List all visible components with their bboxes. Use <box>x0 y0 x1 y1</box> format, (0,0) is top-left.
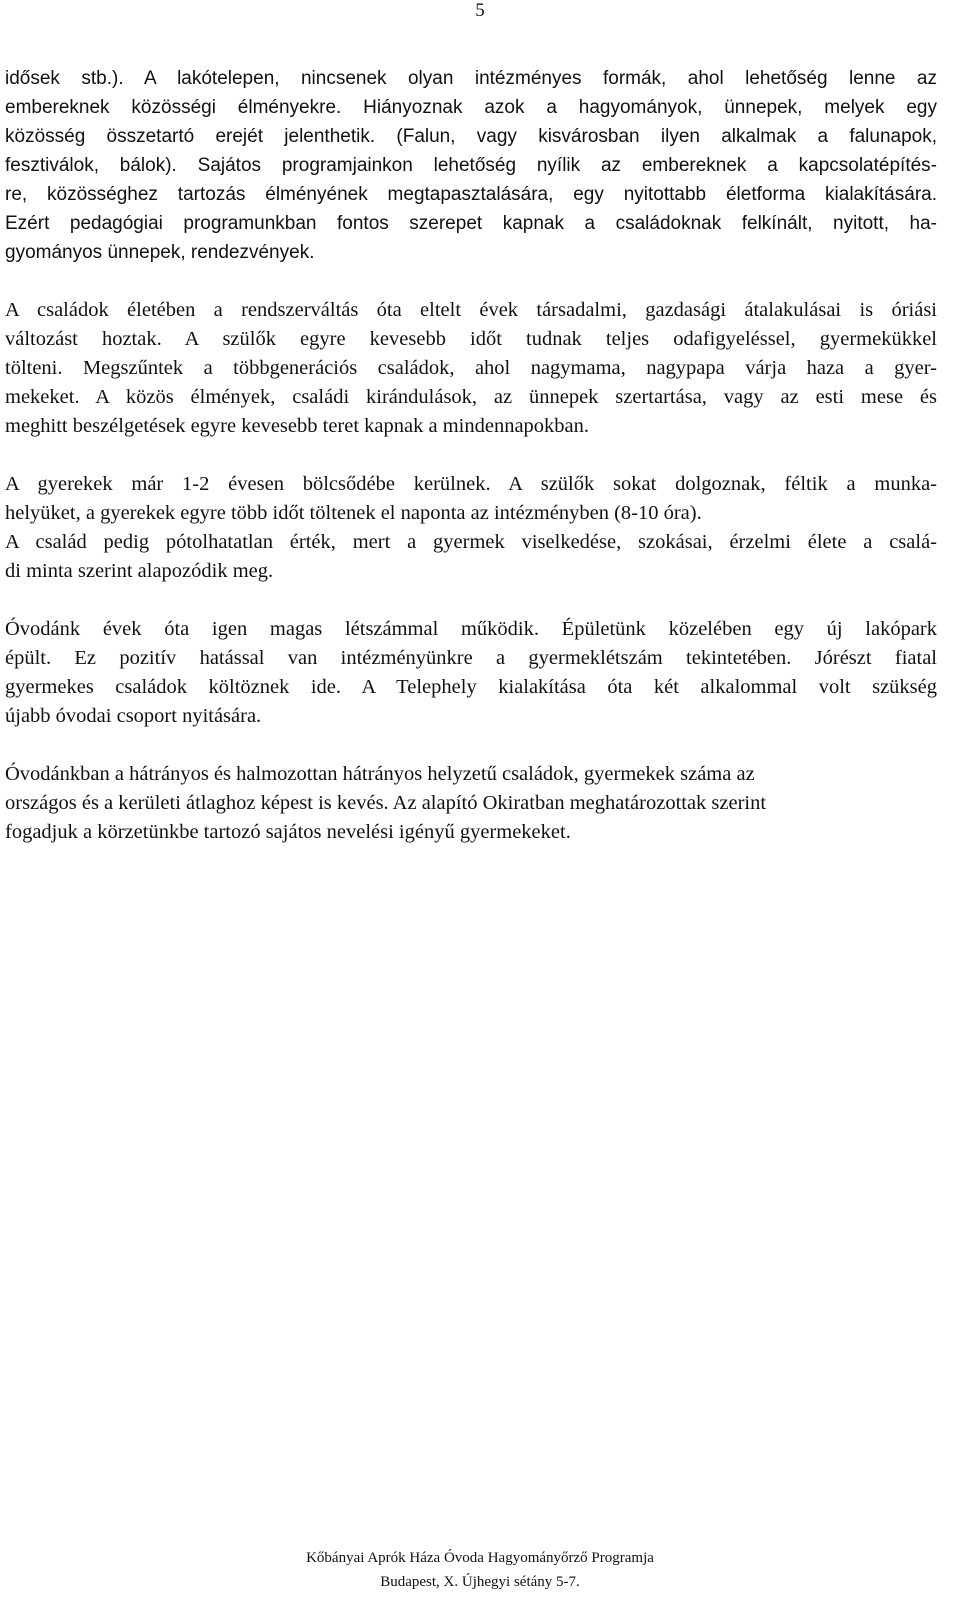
text-line: re, közösséghez tartozás élményének megtapasztalására, egy nyitottabb életforma kialakítására. <box>5 184 937 205</box>
footer-program-title: Kőbányai Aprók Háza Óvoda Hagyományőrző Programja <box>306 1550 654 1566</box>
text-line: fogadjuk a körzetünkbe tartozó sajátos nevelési igényű gyermekeket. <box>5 821 571 843</box>
text-line: Óvodánkban a hátrányos és halmozottan hátrányos helyzetű családok, gyermekek száma az <box>5 763 755 785</box>
text-line: helyüket, a gyerekek egyre több időt töltenek el naponta az intézményben (8-10 óra). <box>5 502 702 524</box>
text-line: tölteni. Megszűntek a többgenerációs családok, ahol nagymama, nagypapa várja haza a gyer- <box>5 357 937 379</box>
text-line: A család pedig pótolhatatlan érték, mert a gyermek viselkedése, szokásai, érzelmi élete a csalá- <box>5 531 937 553</box>
text-line: di minta szerint alapozódik meg. <box>5 560 274 582</box>
paragraph-disadvantaged <box>5 760 937 847</box>
text-line: Ezért pedagógiai programunkban fontos szerepet kapnak a családoknak felkínált, nyitott, ha- <box>5 213 937 234</box>
text-line: épült. Ez pozitív hatással van intézményünkre a gyermeklétszám tekintetében. Jórészt fiatal <box>5 647 937 669</box>
text-line: országos és a kerületi átlaghoz képest is kevés. Az alapító Okiratban meghatározottak szerint <box>5 792 767 814</box>
page-number: 5 <box>475 0 485 21</box>
paragraph-kindergarten <box>5 615 937 731</box>
paragraph-community <box>5 64 937 267</box>
paragraph-nursery <box>5 470 937 586</box>
text-line: fesztiválok, bálok). Sajátos programjainkon lehetőség nyílik az embereknek a kapcsolatépítés- <box>5 155 937 176</box>
paragraph-spacer <box>5 586 937 615</box>
paragraph-spacer <box>5 731 937 760</box>
footer-address: Budapest, X. Újhegyi sétány 5-7. <box>380 1574 580 1590</box>
text-line: változást hoztak. A szülők egyre kevesebb időt tudnak teljes odafigyeléssel, gyermekükkel <box>5 328 937 350</box>
paragraph-families <box>5 296 937 441</box>
document-body <box>5 64 937 847</box>
text-line: A gyerekek már 1-2 évesen bölcsődébe kerülnek. A szülők sokat dolgoznak, féltik a munka- <box>5 473 937 495</box>
text-line: gyományos ünnepek, rendezvények. <box>5 242 315 263</box>
paragraph-spacer <box>5 267 937 296</box>
text-line: mekeket. A közös élmények, családi kirándulások, az ünnepek szertartása, vagy az esti mese és <box>5 386 937 408</box>
text-line: idősek stb.). A lakótelepen, nincsenek olyan intézményes formák, ahol lehetőség lenne az <box>5 68 937 89</box>
text-line: Óvodánk évek óta igen magas létszámmal működik. Épületünk közelében egy új lakópark <box>5 618 937 640</box>
text-line: újabb óvodai csoport nyitására. <box>5 705 262 727</box>
paragraph-spacer <box>5 441 937 470</box>
text-line: embereknek közösségi élményekre. Hiányoznak azok a hagyományok, ünnepek, melyek egy <box>5 97 937 118</box>
text-line: meghitt beszélgetések egyre kevesebb teret kapnak a mindennapokban. <box>5 415 590 437</box>
text-line: A családok életében a rendszerváltás óta eltelt évek társadalmi, gazdasági átalakulásai is óriási <box>5 299 937 321</box>
text-line: közösség összetartó erejét jelenthetik. (Falun, vagy kisvárosban ilyen alkalmak a falunapok, <box>5 126 937 147</box>
text-line: gyermekes családok költöznek ide. A Telephely kialakítása óta két alkalommal volt szükség <box>5 676 937 698</box>
